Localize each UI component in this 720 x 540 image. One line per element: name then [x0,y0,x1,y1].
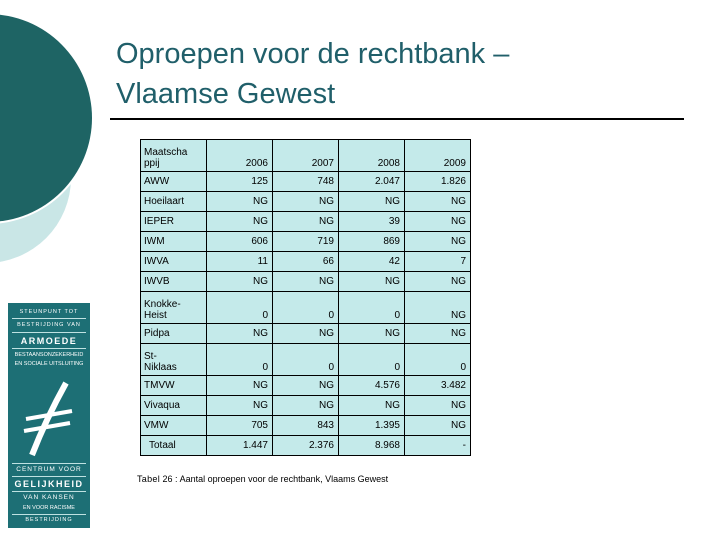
cell-value: NG [273,376,339,396]
cell-value: 66 [273,252,339,272]
logo-divider [12,514,86,515]
cell-value: NG [273,324,339,344]
data-table-container [140,139,471,456]
cell-value: 0 [207,292,273,324]
logo-text: EN VOOR RACISME [23,505,75,511]
header-line-2: ppij [144,158,160,169]
title-line-1: Oproepen voor de rechtbank – [116,38,510,70]
cell-value: 0 [207,344,273,376]
table-row [141,396,471,416]
cell-value: 2.047 [339,172,405,192]
table-row [141,192,471,212]
logo-text: EN SOCIALE UITSLUITING [14,361,84,367]
table-total-row [141,436,471,456]
table-row [141,324,471,344]
table-row [141,252,471,272]
cell-value: 748 [273,172,339,192]
cell-value: NG [207,212,273,232]
cell-value: NG [339,272,405,292]
table-row [141,344,471,376]
cell-value: 8.968 [339,436,405,456]
row-name: AWW [141,172,207,192]
title-divider [110,118,684,120]
cell-value: - [405,436,471,456]
row-name-line-2: Heist [144,310,167,321]
title-line-2: Vlaamse Gewest [116,78,336,110]
table-row [141,292,471,324]
logo-text: BESTAANSONZEKERHEID [14,352,84,358]
cell-value: NG [405,212,471,232]
table-caption [137,474,388,484]
cell-value: NG [207,376,273,396]
cell-value: NG [207,396,273,416]
table-row [141,172,471,192]
row-name: VMW [141,416,207,436]
logo-text: BESTRIJDING VAN [17,322,81,328]
row-name: Totaal [141,436,207,456]
table-row [141,416,471,436]
table-row [141,232,471,252]
table-row [141,212,471,232]
row-name: Pidpa [141,324,207,344]
row-name: Hoeilaart [141,192,207,212]
logo-text: CENTRUM VOOR [16,466,82,473]
cell-value: NG [405,272,471,292]
cell-value: 719 [273,232,339,252]
logo-text: BESTRIJDING [25,517,73,523]
cell-value: 869 [339,232,405,252]
cell-value: NG [339,192,405,212]
row-name-line-1: St- [144,351,157,362]
cell-value: 2.376 [273,436,339,456]
table-row [141,376,471,396]
logo-divider [12,491,86,492]
cell-value: NG [405,324,471,344]
cell-value: 125 [207,172,273,192]
row-name-line-1: Knokke- [144,299,181,310]
cell-value: NG [405,416,471,436]
caption-number: 26 : [162,474,178,484]
cell-value: NG [405,192,471,212]
row-name: IEPER [141,212,207,232]
cell-value: NG [339,396,405,416]
logo-divider [12,318,86,319]
cell-value: 0 [339,292,405,324]
cell-value: 0 [273,344,339,376]
cell-value: 705 [207,416,273,436]
cell-value: NG [339,324,405,344]
data-table [140,139,471,456]
slide-title [116,34,509,114]
logo-divider [12,463,86,464]
row-name-line-2: Niklaas [144,362,177,373]
cell-value: 3.482 [405,376,471,396]
logo-divider [12,476,86,477]
logo-text: VAN KANSEN [23,494,75,501]
cell-value: NG [273,192,339,212]
header-cell-year: 2007 [273,140,339,172]
cell-value: 42 [339,252,405,272]
cell-value: 606 [207,232,273,252]
cell-value: NG [405,396,471,416]
cell-value: NG [207,192,273,212]
cell-value: 39 [339,212,405,232]
cell-value: NG [405,292,471,324]
logo-divider [12,348,86,349]
row-name [141,292,207,324]
cell-value: NG [207,272,273,292]
cell-value: 4.576 [339,376,405,396]
caption-text: Aantal oproepen voor de rechtbank, Vlaams Gewest [179,474,389,484]
logo-text-big: GELIJKHEID [14,479,84,489]
decorative-circles [0,0,110,300]
organization-logo [8,303,90,528]
cell-value: 0 [405,344,471,376]
cell-value: 1.826 [405,172,471,192]
cell-value: 11 [207,252,273,272]
header-cell-year: 2008 [339,140,405,172]
row-name: IWVB [141,272,207,292]
cell-value: 0 [273,292,339,324]
row-name [141,344,207,376]
logo-divider [12,332,86,333]
cell-value: NG [207,324,273,344]
logo-text: STEUNPUNT TOT [19,309,79,315]
cell-value: NG [273,212,339,232]
dark-circle [0,14,92,222]
cell-value: NG [273,396,339,416]
cell-value: 1.395 [339,416,405,436]
row-name: IWM [141,232,207,252]
cell-value: NG [273,272,339,292]
header-cell-year: 2006 [207,140,273,172]
cell-value: 843 [273,416,339,436]
header-line-1: Maatscha [144,147,188,158]
row-name: Vivaqua [141,396,207,416]
cell-value: 1.447 [207,436,273,456]
header-cell-year: 2009 [405,140,471,172]
table-header-row [141,140,471,172]
header-cell-maatschappij [141,140,207,172]
cell-value: 7 [405,252,471,272]
cell-value: NG [405,232,471,252]
row-name: TMVW [141,376,207,396]
cell-value: 0 [339,344,405,376]
logo-text-big: ARMOEDE [20,336,78,346]
table-row [141,272,471,292]
row-name: IWVA [141,252,207,272]
caption-label: Tabel [137,474,161,484]
equality-sign-icon [22,379,76,457]
